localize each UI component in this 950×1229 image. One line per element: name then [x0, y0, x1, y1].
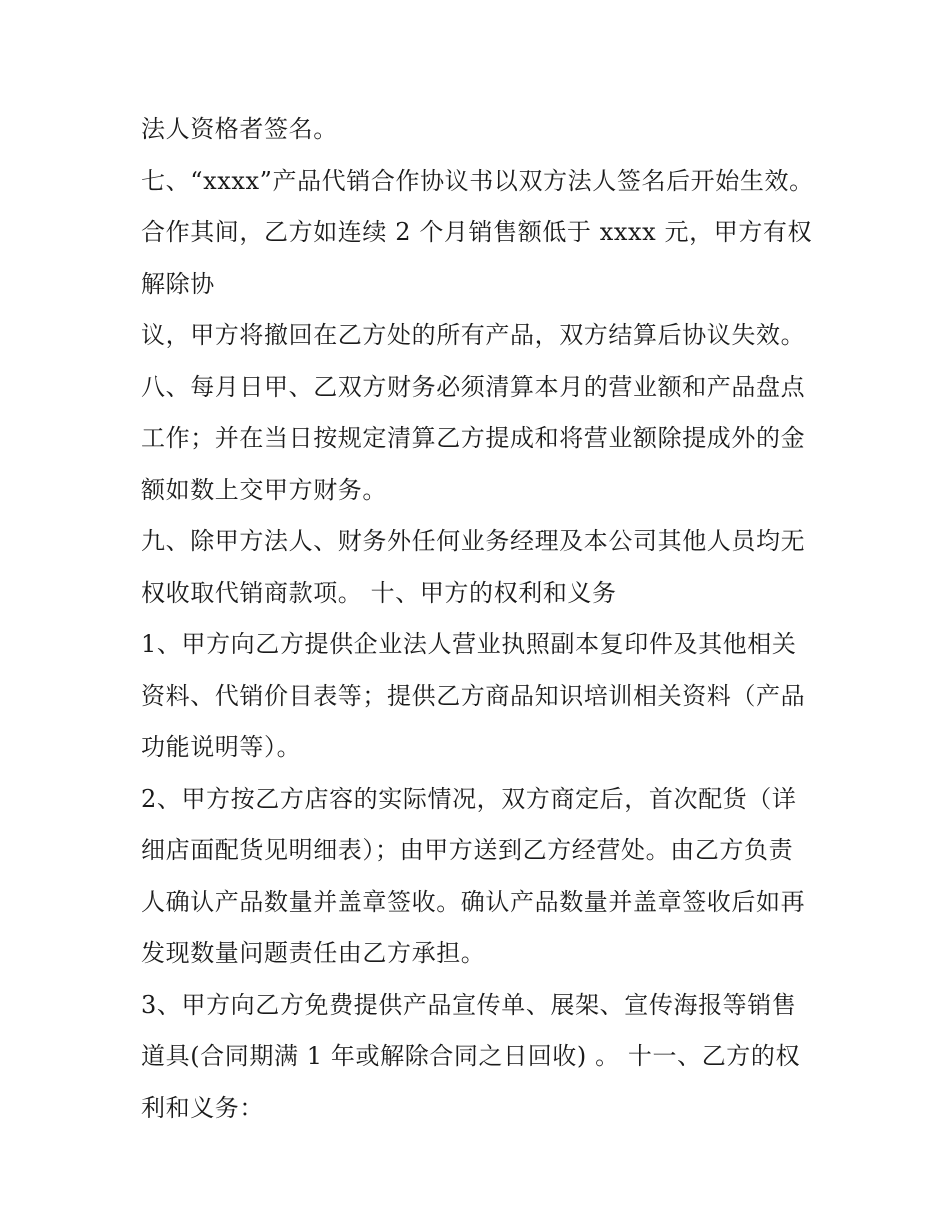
text-line: 法人资格者签名。 — [141, 115, 338, 143]
text-line: 解除协 — [141, 269, 215, 298]
text-line: 功能说明等）。 — [141, 733, 302, 761]
text-line: 额如数上交甲方财务。 — [141, 475, 387, 504]
text-line: 工作；并在当日按规定清算乙方提成和将营业额除提成外的金 — [141, 424, 806, 452]
text-line: 议，甲方将撤回在乙方处的所有产品，双方结算后协议失效。 — [141, 321, 806, 349]
text-line: 1、甲方向乙方提供企业法人营业执照副本复印件及其他相关 — [141, 630, 797, 658]
text-line: 八、每月日甲、乙双方财务必须清算本月的营业额和产品盘点 — [141, 372, 806, 401]
text-line: 合作其间，乙方如连续 2 个月销售额低于 xxxx 元，甲方有权 — [141, 218, 813, 246]
text-line: 九、除甲方法人、财务外任何业务经理及本公司其他人员均无 — [141, 527, 806, 555]
document-body — [141, 104, 821, 1134]
text-line: 资料、代销价目表等；提供乙方商品知识培训相关资料（产品 — [141, 681, 806, 710]
text-line: 3、甲方向乙方免费提供产品宣传单、展架、宣传海报等销售 — [141, 990, 797, 1019]
text-line: 发现数量问题责任由乙方承担。 — [141, 939, 486, 967]
text-line: 权收取代销商款项。 十、甲方的权利和义务 — [141, 578, 617, 607]
text-line: 利和义务： — [141, 1093, 264, 1122]
text-line: 2、甲方按乙方店容的实际情况，双方商定后，首次配货（详 — [141, 784, 797, 813]
text-line: 道具(合同期满 1 年或解除合同之日回收) 。 十一、乙方的权 — [141, 1042, 801, 1070]
text-line: 七、“xxxx”产品代销合作协议书以双方法人签名后开始生效。 — [141, 166, 814, 195]
text-line: 人确认产品数量并盖章签收。确认产品数量并盖章签收后如再 — [141, 887, 806, 916]
text-line: 细店面配货见明细表）；由甲方送到乙方经营处。由乙方负责 — [141, 836, 794, 864]
